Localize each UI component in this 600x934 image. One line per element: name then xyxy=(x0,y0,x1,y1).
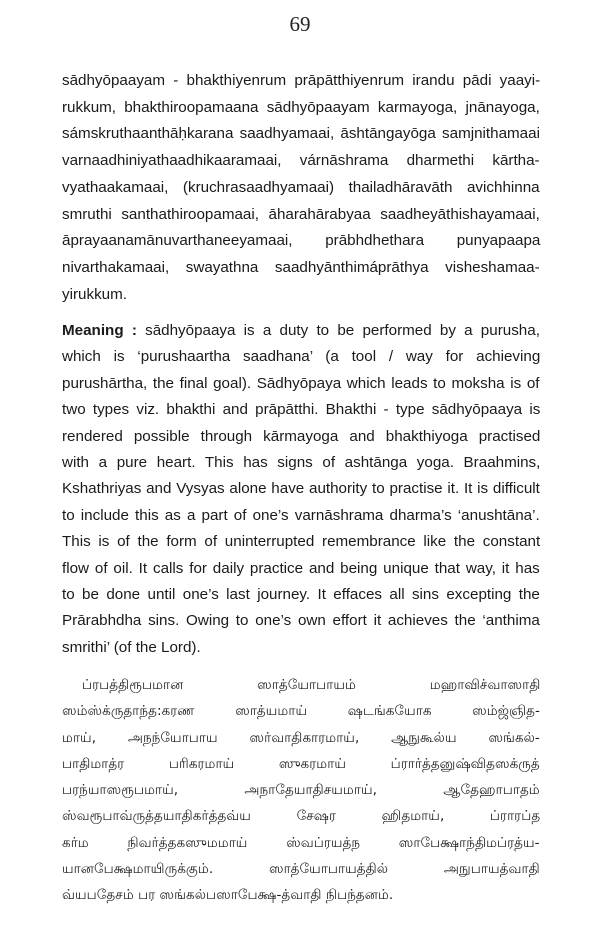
tamil-line: ப்ரபத்திரூபமான ஸாத்யோபாயம் மஹாவிச்வாஸாதி xyxy=(82,677,541,693)
transliteration-line: varnaadhiniyathaadhikaaramaai, várnāshrama dharmethi kārtha- xyxy=(62,152,540,170)
tamil-line: கர்ம நிவர்த்தகஸுமமாய் ஸ்வப்ரயத்ந ஸாபேக்ஷாந்திமப்ரத்ய- xyxy=(62,834,540,851)
transliteration-line: smruthi santhathiroopamaai, āharahārabyaa saadheyāthishayamaai, xyxy=(62,205,540,223)
meaning-line: rendered possible through kārmayoga and bhakthiyoga practised xyxy=(62,427,541,445)
meaning-line: to be done until one’s last journey. It effaces all sins excepting the xyxy=(62,586,540,604)
transliteration-line: rukkum, bhakthiroopamaana sādhyōpaayam karmayoga, jnānayoga, xyxy=(62,98,540,116)
tamil-line: பாதிமாத்ர பரிகரமாய் ஸுகரமாய் ப்ரார்த்தனுஷ்விதஸக்ருத் xyxy=(62,755,540,772)
meaning-line: purushārtha, the final goal). Sādhyōpaya which leads to moksha is of xyxy=(62,374,540,392)
transliteration-paragraph xyxy=(62,68,540,308)
tamil-line: யானபேக்ஷமாயிருக்கும். ஸாத்யோபாயத்தில் அநுபாயத்வாதி xyxy=(62,861,540,878)
transliteration-line: āprayaanamānuvarthaneeyamaai, prābhdhethara punyapaapa xyxy=(62,232,541,250)
meaning-line: This is of the form of uninterrupted remembrance like the constant xyxy=(62,533,541,551)
meaning-line: which is ‘purushaartha saadhana’ (a tool / way for achieving xyxy=(62,348,541,366)
tamil-line: ஸம்ஸ்க்ருதாந்த:கரண ஸாத்யமாய் ஷடங்கயோக ஸம்ஜ்ஞித- xyxy=(62,703,540,720)
tamil-paragraph xyxy=(62,672,540,909)
meaning-paragraph xyxy=(62,318,540,661)
meaning-line: to include this as a part of one’s varnāshrama dharma’s ‘anushtāna’. xyxy=(62,506,540,524)
meaning-first-text: sādhyōpaaya is a duty to be performed by a purusha, xyxy=(136,322,540,339)
meaning-line: two types viz. bhakthi and prāpātthi. Bhakthi - type sādhyōpaaya is xyxy=(62,401,541,419)
meaning-line: smrithi’ (of the Lord). xyxy=(62,638,201,656)
transliteration-line: sámskruthaanthāḥkarana saadhyamaai, āshtāngayōga samjnithamaai xyxy=(62,125,540,143)
meaning-line: Prārabhdha sins. Owing to one’s own effort it achieves the ‘anthima xyxy=(62,612,540,630)
meaning-label: Meaning : xyxy=(62,322,137,339)
transliteration-line: vyathaakamaai, (kruchrasaadhyamaai) thailadhāravāth avichhinna xyxy=(62,178,540,196)
tamil-line: மாய், அநந்யோபாய ஸர்வாதிகாரமாய், ஆநுகூல்ய ஸங்கல்- xyxy=(62,729,540,746)
meaning-line: flow of oil. It calls for daily practice and being unique that way, it has xyxy=(62,559,540,577)
meaning-line: Kshathriyas and Vysyas alone have authority to practise it. It is difficult xyxy=(62,480,540,498)
meaning-first-line xyxy=(62,318,540,344)
transliteration-line: sādhyōpaayam - bhakthiyenrum prāpātthiyenrum irandu pādi yaayi- xyxy=(62,72,541,89)
page-number: 69 xyxy=(289,12,311,36)
tamil-line: பரந்யாஸரூபமாய், அநாதேயாதிசயமாய், ஆதேஹாபாதம் xyxy=(62,782,540,799)
transliteration-line: nivarthakamaai, swayathna saadhyānthimáprāthya visheshamaa- xyxy=(62,258,540,276)
transliteration-line: yirukkum. xyxy=(62,285,127,303)
tamil-line: ஸ்வரூபாவ்ருத்தயாதிகர்த்தவ்ய சேஷர ஹிதமாய், ப்ராரப்த xyxy=(62,808,541,825)
meaning-line: with a pure heart. This has signs of ashtānga yoga. Braahmins, xyxy=(62,454,541,472)
tamil-line: வ்யபதேசம் பர ஸங்கல்பஸாபேக்ஷ-த்வாதி நிபந்தனம். xyxy=(62,887,394,904)
